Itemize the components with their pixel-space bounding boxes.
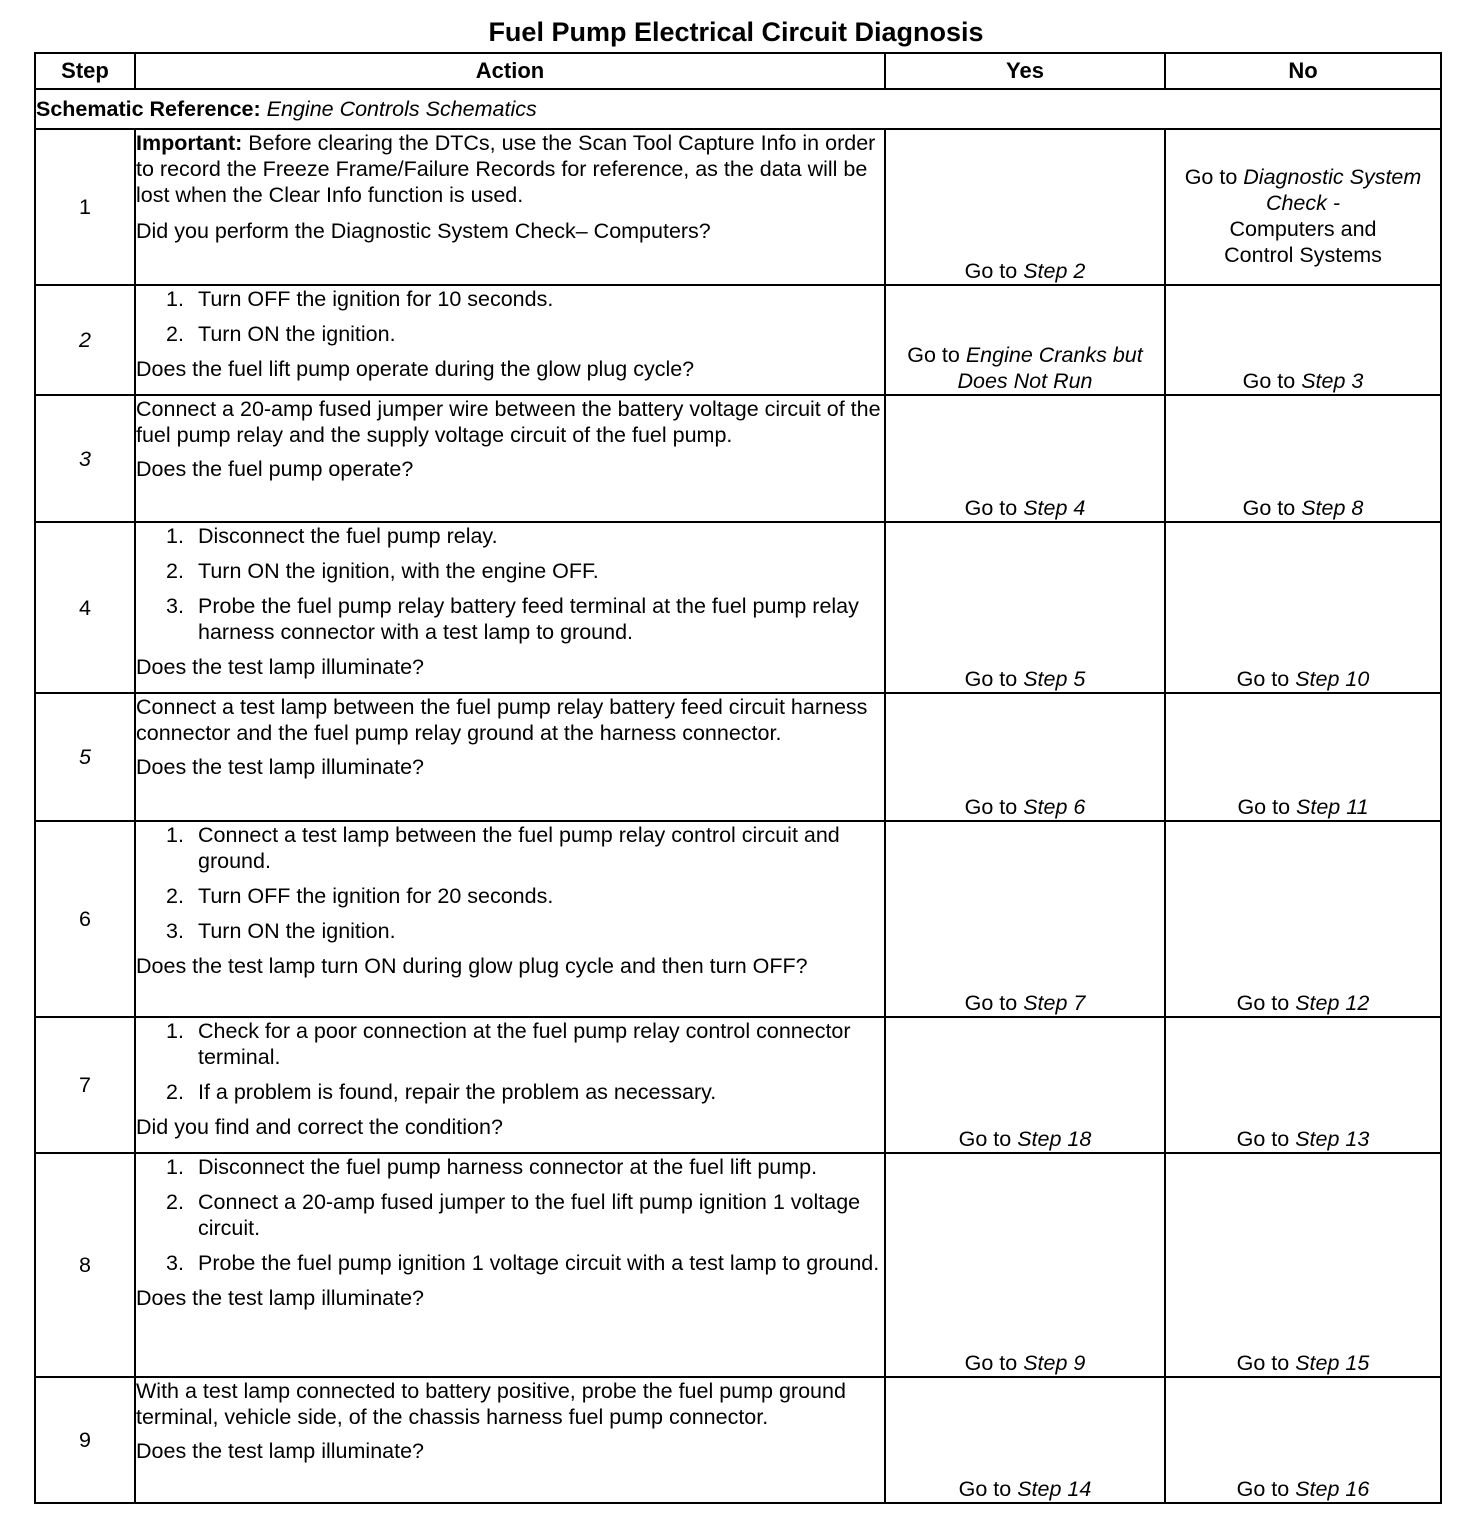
no-target: Step 12 (1295, 991, 1370, 1015)
yes-target: Step 18 (1017, 1127, 1092, 1151)
no-target: Step 3 (1301, 369, 1364, 393)
yes-target: Step 4 (1023, 496, 1086, 520)
list-item: 3. Probe the fuel pump relay battery feed terminal at the fuel pump relay harness connector with a test lamp to ground. (166, 594, 859, 644)
list-item: 3. Probe the fuel pump ignition 1 voltage circuit with a test lamp to ground. (166, 1251, 880, 1275)
yes-cell (885, 522, 1165, 693)
action-cell (135, 395, 885, 522)
goto-label: Go to (1236, 1477, 1290, 1501)
list-item: 2. If a problem is found, repair the problem as necessary. (166, 1080, 717, 1104)
question: Does the test lamp illuminate? (136, 655, 425, 679)
schematic-reference (35, 89, 1441, 129)
yes-target: Step 2 (1023, 259, 1086, 283)
list-item: 2. Turn OFF the ignition for 20 seconds. (166, 884, 554, 908)
action-cell (135, 1153, 885, 1377)
table-row (35, 821, 1441, 1017)
yes-cell (885, 821, 1165, 1017)
list-item: 2. Connect a 20-amp fused jumper to the fuel lift pump ignition 1 voltage circuit. (166, 1190, 861, 1240)
table-row (35, 1017, 1441, 1153)
important-note (136, 130, 884, 208)
list-item: 1. Disconnect the fuel pump harness connector at the fuel lift pump. (166, 1155, 818, 1179)
table-row (35, 395, 1441, 522)
table-row (35, 522, 1441, 693)
page-title: Fuel Pump Electrical Circuit Diagnosis (488, 17, 984, 47)
goto-label: Go to (964, 259, 1018, 283)
list-item: 1. Check for a poor connection at the fuel pump relay control connector terminal. (166, 1019, 851, 1069)
no-target: Step 11 (1296, 795, 1369, 819)
no-cell (1165, 129, 1441, 285)
yes-target: Engine Cranks but Does Not Run (957, 343, 1143, 393)
list-item: 1. Connect a test lamp between the fuel pump relay control circuit and ground. (166, 823, 840, 873)
table-row (35, 1377, 1441, 1503)
action-text: With a test lamp connected to battery positive, probe the fuel pump ground terminal, vehicle side, of the chassis harness fuel pump connector. (136, 1379, 846, 1429)
table-row (35, 285, 1441, 395)
yes-target: Step 9 (1023, 1351, 1086, 1375)
action-text: Connect a test lamp between the fuel pump relay battery feed circuit harness connector and the fuel pump relay ground at the harness connector. (136, 695, 868, 745)
action-list (136, 286, 884, 347)
goto-label: Go to (1242, 369, 1296, 393)
yes-cell (885, 129, 1165, 285)
action-text: Connect a 20-amp fused jumper wire between the battery voltage circuit of the fuel pump relay and the supply voltage circuit of the fuel pump. (136, 397, 881, 447)
goto-label: Go to (958, 1127, 1012, 1151)
step-number: 6 (35, 821, 135, 1017)
table-row (35, 1153, 1441, 1377)
question: Does the fuel lift pump operate during the glow plug cycle? (136, 357, 695, 381)
question: Does the test lamp turn ON during glow plug cycle and then turn OFF? (136, 954, 808, 978)
step-number: 4 (35, 522, 135, 693)
question: Does the test lamp illuminate? (136, 1439, 425, 1463)
step-number: 9 (35, 1377, 135, 1503)
no-cell (1165, 821, 1441, 1017)
header-step: Step (35, 53, 135, 89)
question: Did you perform the Diagnostic System Check– Computers? (136, 219, 711, 243)
question: Does the test lamp illuminate? (136, 1286, 425, 1310)
action-cell (135, 129, 885, 285)
no-target: Step 13 (1295, 1127, 1370, 1151)
step-number: 5 (35, 693, 135, 821)
yes-cell (885, 285, 1165, 395)
goto-label: Go to (1242, 496, 1296, 520)
list-item: 2. Turn ON the ignition. (166, 322, 396, 346)
header-action: Action (135, 53, 885, 89)
no-cell (1165, 285, 1441, 395)
goto-label: Go to (907, 343, 960, 367)
action-cell (135, 693, 885, 821)
no-cell (1165, 1153, 1441, 1377)
list-item: 3. Turn ON the ignition. (166, 919, 396, 943)
goto-label: Go to (964, 667, 1018, 691)
yes-target: Step 5 (1023, 667, 1086, 691)
header-no: No (1165, 53, 1441, 89)
yes-target: Step 7 (1023, 991, 1086, 1015)
yes-cell (885, 693, 1165, 821)
action-cell (135, 285, 885, 395)
question: Does the test lamp illuminate? (136, 755, 425, 779)
header-yes: Yes (885, 53, 1165, 89)
action-cell (135, 821, 885, 1017)
list-item: 2. Turn ON the ignition, with the engine OFF. (166, 559, 599, 583)
goto-label: Go to (1184, 165, 1238, 189)
goto-label: Go to (1237, 795, 1291, 819)
goto-label: Go to (1236, 991, 1290, 1015)
schematic-value: Engine Controls Schematics (266, 97, 537, 121)
action-cell (135, 1017, 885, 1153)
important-text: Before clearing the DTCs, use the Scan Tool Capture Info in order to record the Freeze Frame/Failure Records for reference, as the data will be lost when the Clear Info function is used. (136, 131, 876, 207)
action-list (136, 822, 884, 944)
no-target: Step 8 (1301, 496, 1364, 520)
no-cell (1165, 395, 1441, 522)
schematic-label: Schematic Reference: (36, 97, 261, 121)
table-row (35, 129, 1441, 285)
table-row (35, 693, 1441, 821)
yes-cell (885, 395, 1165, 522)
goto-label: Go to (964, 991, 1018, 1015)
yes-cell (885, 1017, 1165, 1153)
yes-cell (885, 1153, 1165, 1377)
goto-label: Go to (1236, 1127, 1290, 1151)
action-cell (135, 1377, 885, 1503)
important-label: Important: (136, 131, 243, 155)
step-number: 2 (35, 285, 135, 395)
action-cell (135, 522, 885, 693)
no-cell (1165, 693, 1441, 821)
action-list (136, 1154, 884, 1276)
list-item: 1. Disconnect the fuel pump relay. (166, 524, 498, 548)
no-target: Diagnostic System Check - (1243, 165, 1422, 215)
goto-label: Go to (1236, 1351, 1290, 1375)
yes-target: Step 6 (1023, 795, 1086, 819)
action-list (136, 523, 884, 645)
step-number: 3 (35, 395, 135, 522)
yes-target: Step 14 (1017, 1477, 1092, 1501)
no-cell (1165, 522, 1441, 693)
no-target: Step 10 (1295, 667, 1370, 691)
goto-label: Go to (964, 1351, 1018, 1375)
header-row (35, 53, 1441, 89)
diagnosis-table (34, 52, 1442, 1504)
no-cell (1165, 1017, 1441, 1153)
no-target: Step 15 (1295, 1351, 1370, 1375)
goto-label: Go to (964, 795, 1018, 819)
step-number: 1 (35, 129, 135, 285)
goto-label: Go to (964, 496, 1018, 520)
list-item: 1. Turn OFF the ignition for 10 seconds. (166, 287, 554, 311)
action-list (136, 1018, 884, 1105)
goto-label: Go to (958, 1477, 1012, 1501)
question: Did you find and correct the condition? (136, 1115, 503, 1139)
schematic-row (35, 89, 1441, 129)
goto-label: Go to (1236, 667, 1290, 691)
step-number: 8 (35, 1153, 135, 1377)
question: Does the fuel pump operate? (136, 457, 414, 481)
step-number: 7 (35, 1017, 135, 1153)
yes-cell (885, 1377, 1165, 1503)
no-target: Step 16 (1295, 1477, 1370, 1501)
no-cell (1165, 1377, 1441, 1503)
no-target-plain: Computers and Control Systems (1224, 217, 1382, 267)
